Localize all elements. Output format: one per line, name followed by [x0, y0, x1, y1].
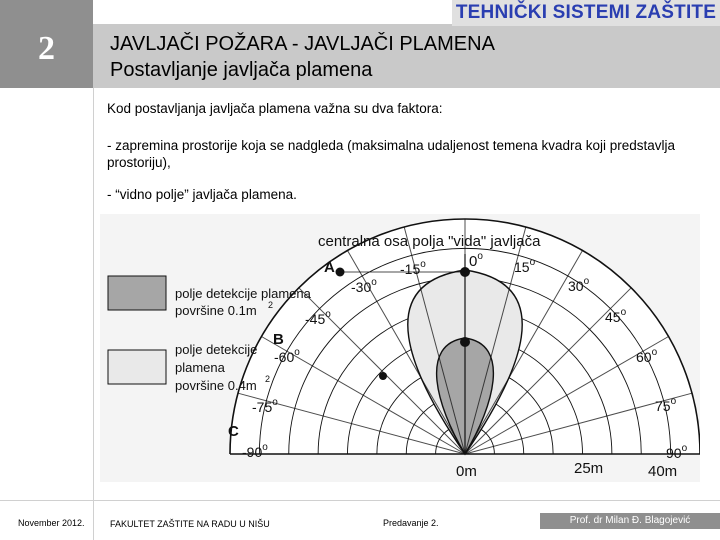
- angle-15-label: 15$^o$: [514, 257, 536, 275]
- angle-60-label: 60$^o$: [636, 347, 658, 365]
- footer-professor: Prof. dr Milan Đ. Blagojević: [569, 515, 691, 526]
- footer-date: November 2012.: [18, 518, 85, 528]
- legend-light-line1: polje detekcije: [175, 342, 258, 357]
- point-axis-near-marker: [460, 337, 470, 347]
- distance-0m-label: 0m: [456, 463, 477, 480]
- legend-dark-line2: površine 0.1m: [175, 303, 257, 318]
- point-b-label: B: [273, 331, 284, 348]
- angle-0-label: 0$^o$: [469, 251, 483, 270]
- angle-90-label: 90$^o$: [666, 443, 688, 461]
- angle-minus90-label: -90$^o$: [242, 442, 268, 460]
- angle-75-label: 75$^o$: [655, 396, 677, 414]
- distance-25m-label: 25m: [574, 460, 604, 477]
- slide-subtitle: Postavljanje javljača plamena: [110, 59, 373, 81]
- angle-30-label: 30$^o$: [568, 276, 590, 294]
- angle-minus45-label: -45$^o$: [305, 309, 331, 327]
- angle-minus60-label: -60$^o$: [274, 347, 300, 365]
- figure-title: centralna osa polja "vida" javljača: [318, 233, 541, 250]
- angle-minus75-label: -75$^o$: [252, 397, 278, 415]
- angle-minus15-label: -15$^o$: [400, 259, 426, 277]
- angle-minus30-label: -30$^o$: [351, 277, 377, 295]
- point-a-label: A: [324, 259, 335, 276]
- point-c-label: C: [228, 423, 239, 440]
- legend-light-swatch: [108, 350, 166, 384]
- footer-divider: [0, 500, 720, 501]
- slide-title: JAVLJAČI POŽARA - JAVLJAČI PLAMENA: [110, 33, 495, 55]
- bullet-field-of-view: - “vidno polje” javljača plamena.: [107, 187, 297, 202]
- bullet-volume: - zapremina prostorije koja se nadgleda (maksimalna udaljenost temena kvadra koji predstavlja prostoriju),: [107, 138, 676, 170]
- intro-text: Kod postavljanja javljača plamena važna su dva faktora:: [107, 101, 443, 116]
- distance-40m-label: 40m: [648, 463, 678, 480]
- slide-number: 2: [38, 30, 55, 67]
- footer-lecture: Predavanje 2.: [383, 518, 439, 528]
- footer-faculty: FAKULTET ZAŠTITE NA RADU U NIŠU: [110, 519, 270, 529]
- left-divider: [93, 88, 94, 540]
- angle-45-label: 45$^o$: [605, 307, 627, 325]
- legend-dark-line1: polje detekcije plamena: [175, 286, 311, 301]
- legend-dark-sup: 2: [268, 300, 274, 310]
- point-b-marker: [379, 372, 387, 380]
- legend-light-line3: površine 0.4m: [175, 378, 257, 393]
- brand-title: TEHNIČKI SISTEMI ZAŠTITE: [455, 2, 717, 23]
- legend-light-line2: plamena: [175, 360, 225, 375]
- legend-dark-swatch: [108, 276, 166, 310]
- detector-field-diagram: [100, 214, 700, 482]
- legend-light-sup: 2: [265, 374, 271, 384]
